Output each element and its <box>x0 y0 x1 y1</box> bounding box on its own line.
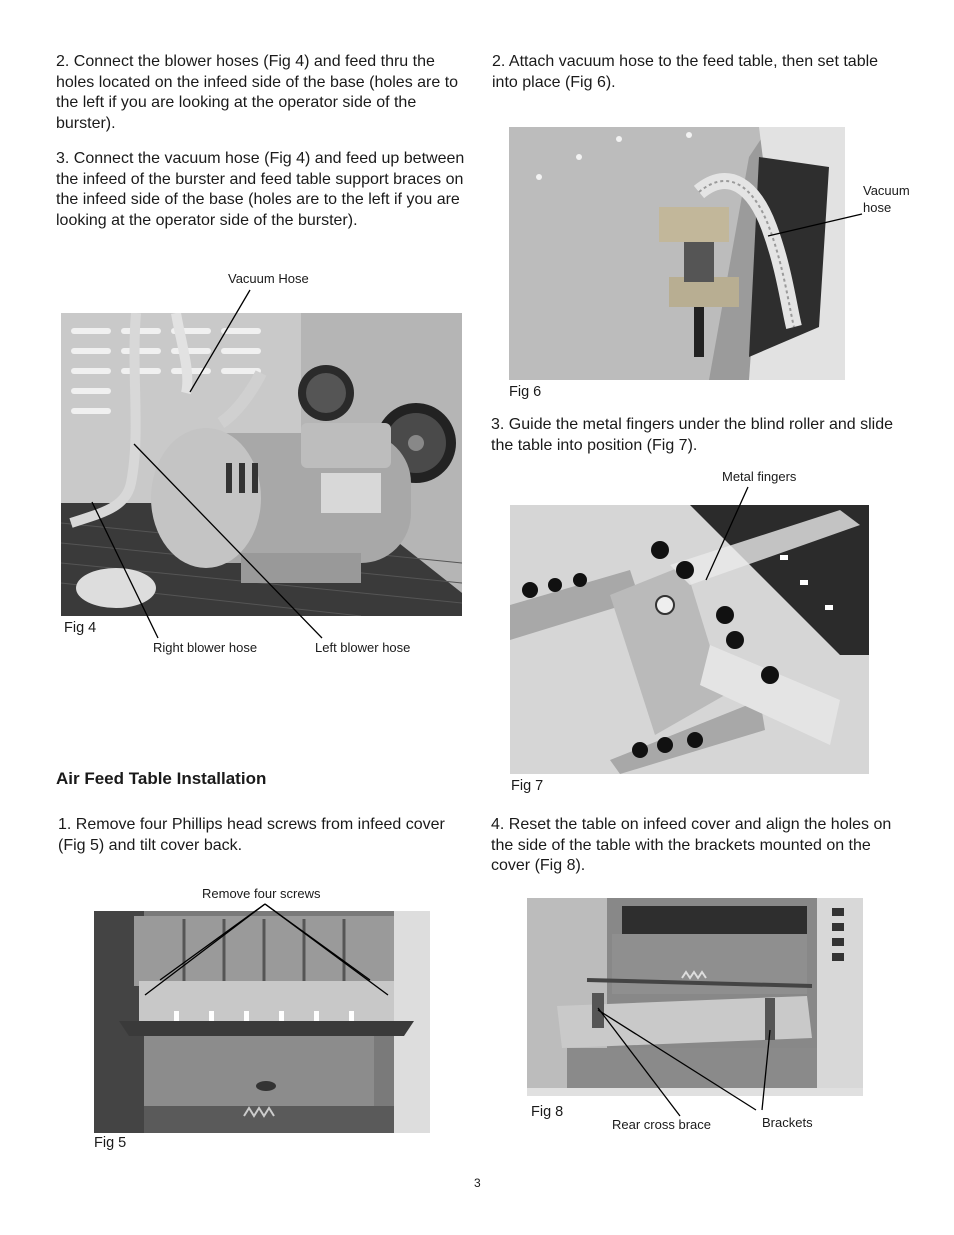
fig6-label-vacuum: Vacuum <box>863 183 910 198</box>
fig4-label-right-blower-hose: Right blower hose <box>153 640 258 655</box>
fig4-label-left-blower-hose: Left blower hose <box>315 640 411 655</box>
page-number: 3 <box>474 1176 481 1190</box>
fig8-caption: Fig 8 <box>531 1104 564 1120</box>
step-3-guide-metal-fingers: 3. Guide the metal fingers under the blind roller and slide the table into position (Fig 7). <box>491 416 894 454</box>
step-3-vacuum-hose: 3. Connect the vacuum hose (Fig 4) and feed up between the infeed of the burster and feed table support braces on the infeed side of the base (holes are to the left if you are looking at the operator side of the burster). <box>56 150 465 229</box>
fig4-caption: Fig 4 <box>64 620 97 636</box>
step-2-blower-hoses: 2. Connect the blower hoses (Fig 4) and feed thru the holes located on the infeed side of the base (holes are to the left if you are looking at the operator side of the burster). <box>56 53 459 132</box>
fig8-label-rear-cross-brace: Rear cross brace <box>612 1117 711 1132</box>
step-4-reset-table: 4. Reset the table on infeed cover and align the holes on the side of the table with the brackets mounted on the cover (Fig 8). <box>491 816 892 874</box>
fig7-caption: Fig 7 <box>511 778 544 794</box>
fig6-label-hose: hose <box>863 200 892 215</box>
step-1-remove-screws: 1. Remove four Phillips head screws from infeed cover (Fig 5) and tilt cover back. <box>58 816 445 854</box>
fig5-caption: Fig 5 <box>94 1135 127 1151</box>
fig6-caption: Fig 6 <box>509 384 542 400</box>
section-heading-air-feed-table: Air Feed Table Installation <box>56 769 267 788</box>
fig5-label-remove-screws: Remove four screws <box>202 886 321 901</box>
fig7-label-metal-fingers: Metal fingers <box>722 469 797 484</box>
step-2-attach-vacuum-hose: 2. Attach vacuum hose to the feed table, then set table into place (Fig 6). <box>492 53 879 91</box>
fig8-label-brackets: Brackets <box>762 1115 813 1130</box>
fig4-label-vacuum-hose: Vacuum Hose <box>228 271 309 286</box>
